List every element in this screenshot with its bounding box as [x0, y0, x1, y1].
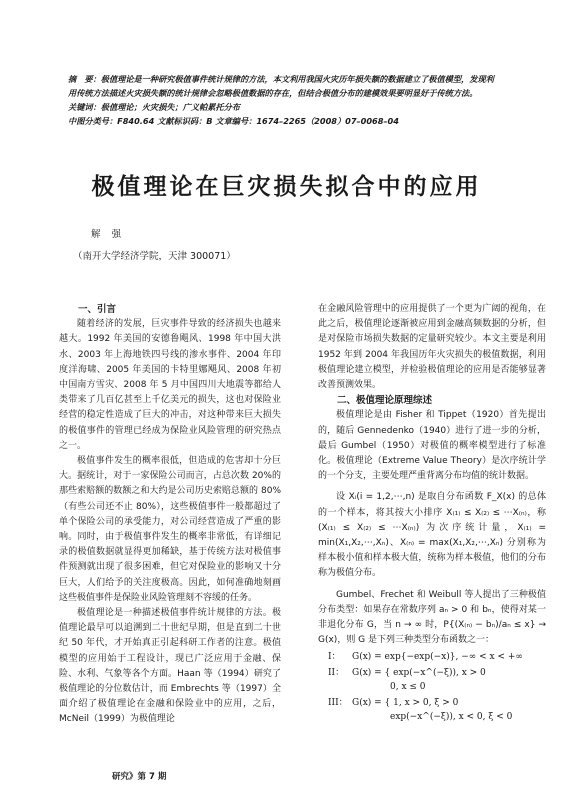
keywords: 关键词：极值理论；火灾损失；广义帕累托分布: [68, 102, 240, 112]
paragraph: Gumbel、Frechet 和 Weibull 等人提出了三种极值分布类型：如果存在常数序列 aₙ > 0 和 bₙ，使得对某一非退化分布 G，当 n → ∞ 时，P{(X₍ₙ₎ − bₙ)/aₙ ≤ x} → G(x)，则 G 是下列三种类型分布函数之一：: [318, 589, 546, 646]
classification-codes: 中图分类号：F840.64 文献标识码：B 文章编号：1674–2265（2008）07–0068–04: [68, 116, 399, 126]
paper-title: 极值理论在巨灾损失拟合中的应用: [91, 174, 482, 200]
right-column: [318, 302, 546, 724]
formula-label: I：: [328, 652, 341, 663]
formula-expression: G(x) = { 1, x > 0, ξ > 0: [352, 698, 459, 709]
formula-expression: G(x) = { exp(−x^(−ξ)), x > 0: [352, 668, 486, 679]
author: 解 强: [91, 229, 126, 240]
formula-type-1: [318, 650, 546, 664]
abstract-text-line-1: 摘 要：极值理论是一种研究极值事件统计规律的方法，本文利用我国火灾历年损失额的数据建立了极值模型，发现利: [68, 74, 494, 84]
paragraph: 在金融风险管理中的应用提供了一个更为广阔的视角，在此之后，极值理论逐渐被应用到金融高频数据的分析，但是对保险市场损失数据的定量研究较少。本文主要是利用 1952 年到 2004 年我国历年火灾损失的极值数据，利用极值理论建立模型，并检验极值理论的应用是否能够显著改善预测效果。: [318, 304, 546, 391]
paragraph: 极值事件发生的概率很低，但造成的危害却十分巨大。据统计，对于一家保险公司而言，占总次数 20%的那些索赔额的数额之和大约是公司历史索赔总额的 80%（有些公司还不止 80%），这些极值事件一般都超过了单个保险公司的承受能力，对公司经营造成了严重的影响。同时，由于极值事件发生的概率非常低，有详细记录的极值数据就显得更加稀缺，基于传统方法对极值事件预测就出现了很多困难，但它对保险业的影响又十分巨大，人们给予的关注度极高。因此，如何准确地刻画这些极值事件是保险业风险管理刻不容缓的任务。: [59, 456, 281, 603]
formula-type-2: [318, 666, 546, 694]
paragraph: 随着经济的发展，巨灾事件导致的经济损失也越来越大。1992 年美国的安德鲁飓风、1998 年中国大洪水、2003 年上海地铁四号线的渗水事件、2004 年印度洋海啸、2005 年美国的卡特里娜飓风、2008 年初中国南方雪灾、2008 年 5 月中国四川大地震等都给人类带来了几百亿甚至上千亿美元的损失，这也对保险业经营的稳定性造成了巨大的冲击，对这种带来巨大损失的极值事件的管理已经成为保险业风险管理的研究热点之一。: [59, 319, 281, 451]
page-footer: 研究》第 7 期: [112, 772, 167, 782]
formula-expression: G(x) = exp{−exp(−x)}, −∞ < x < +∞: [352, 652, 523, 663]
paragraph: 极值理论是由 Fisher 和 Tippet（1920）首先提出的，随后 Gennedenko（1940）进行了进一步的分析，最后 Gumbel（1950）对极值的概率模型进行了标准化。极值理论（Extreme Value Theory）是次序统计学的一个分支，主要处理严重背离分布均值的统计数据。: [318, 410, 546, 482]
affiliation: （南开大学经济学院，天津 300071）: [73, 251, 236, 262]
left-column: [59, 302, 281, 728]
section-heading-intro: 一、引言: [78, 304, 117, 315]
formula-label: II：: [328, 668, 345, 679]
formula-expression: 0, x ≤ 0: [390, 682, 426, 693]
formula-expression: exp(−x^(−ξ)), x < 0, ξ < 0: [390, 712, 513, 723]
paragraph: 设 Xᵢ(i = 1,2,⋯,n) 是取自分布函数 F_X(x) 的总体的一个样本，将其按大小排序 X₍₁₎ ≤ X₍₂₎ ≤ ⋯X₍ₙ₎，称 (X₍₁₎ ≤ X₍₂₎ ≤ ⋯X₍ₙ₎) 为次序统计量，X₍₁₎ = min(X₁,X₂,⋯,Xₙ)、X₍ₙ₎ = max(X₁,X₂,⋯,Xₙ) 分别称为样本极小值和样本极大值，统称为样本极值，他们的分布称为极值分布。: [318, 492, 546, 579]
abstract-block: [68, 72, 524, 128]
paragraph: 极值理论是一种描述极值事件统计规律的方法。极值理论最早可以追溯到二十世纪早期，但是直到二十世纪 50 年代，才开始真正引起科研工作者的注意。极值模型的应用始于工程设计，现已广泛应用于金融、保险、水利、气象等各个方面。Haan 等（1994）研究了极值理论的分位数估计，而 Embrechts 等（1997）全面介绍了极值理论在金融和保险业中的应用，之后，McNeil（1999）为极值理论: [59, 608, 281, 725]
formula-type-3: [318, 696, 546, 724]
abstract-text-line-2: 用传统方法描述火灾损失额的统计规律会忽略极值数据的存在，但结合极值分布的建模效果要明显好于传统方法。: [68, 88, 478, 98]
section-heading-principle: 二、极值理论原理综述: [337, 395, 433, 407]
formula-label: III：: [328, 698, 348, 709]
